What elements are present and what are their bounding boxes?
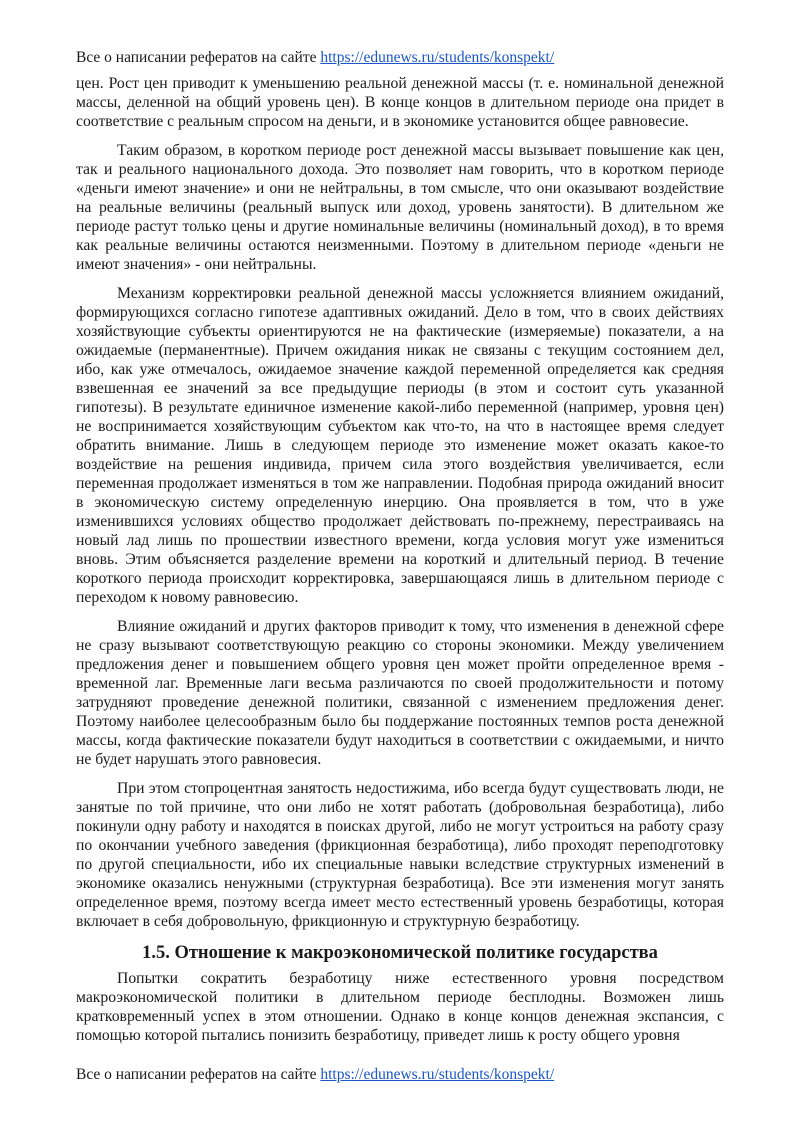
paragraph-5: При этом стопроцентная занятость недостижима, ибо всегда будут существовать люди, не занятые по той причине, что они либо не хотят работать (добровольная безработица), либо покинули одну работу и находятся в поисках другой, либо не могут устроиться на работу сразу по окончании учебного заведения (фрикционная безработица), либо проходят переподготовку по другой специальности, ибо их специальные навыки вследствие структурных изменений в экономике оказались ненужными (структурная безработица). Все эти изменения могут занять определенное время, поэтому всегда имеет место естественный уровень безработицы, которая включает в себя добровольную, фрикционную и структурную безработицу.	[76, 780, 724, 930]
header-text: Все о написании рефератов на сайте	[76, 49, 317, 66]
document-body	[76, 74, 724, 1055]
footer-text: Все о написании рефератов на сайте	[76, 1066, 317, 1083]
page-header	[76, 48, 554, 67]
page-footer	[76, 1065, 554, 1084]
paragraph-2: Таким образом, в коротком периоде рост денежной массы вызывает повышение как цен, так и реального национального дохода. Это позволяет нам говорить, что в коротком периоде «деньги имеют значение» и они не нейтральны, в том смысле, что они оказывают воздействие на реальные величины (реальный выпуск или доход, уровень занятости). В длительном же периоде растут только цены и другие номинальные величины (номинальный доход), в то время как реальные величины остаются неизменными. Поэтому в длительном периоде «деньги не имеют значения» - они нейтральны.	[76, 142, 724, 273]
header-link[interactable]: https://edunews.ru/students/konspekt/	[320, 49, 555, 66]
paragraph-1: цен. Рост цен приводит к уменьшению реальной денежной массы (т. е. номинальной денежной массы, деленной на общий уровень цен). В конце концов в длительном периоде она придет в соответствие с реальным спросом на деньги, и в экономике установится общее равновесие.	[76, 75, 724, 130]
footer-link[interactable]: https://edunews.ru/students/konspekt/	[320, 1066, 555, 1083]
section-paragraph: Попытки сократить безработицу ниже естественного уровня посредством макроэкономической политики в длительном периоде бесплодны. Возможен лишь кратковременный успех в этом отношении. Однако в конце концов денежная экспансия, с помощью которой пытались понизить безработицу, приведет лишь к росту общего уровня	[76, 970, 724, 1044]
section-heading: 1.5. Отношение к макроэкономической политике государства	[142, 943, 658, 963]
paragraph-4: Влияние ожиданий и других факторов приводит к тому, что изменения в денежной сфере не сразу вызывают соответствующую реакцию со стороны экономики. Между увеличением предложения денег и повышением общего уровня цен может пройти определенное время - временной лаг. Временные лаги весьма различаются по своей продолжительности и потому затрудняют проведение денежной политики, связанной с изменением предложения денег. Поэтому наиболее целесообразным было бы поддержание постоянных темпов роста денежной массы, когда фактические показатели будут находиться в соответствии с ожидаемыми, и ничто не будет нарушать этого равновесия.	[76, 618, 724, 768]
paragraph-3: Механизм корректировки реальной денежной массы усложняется влиянием ожиданий, формирующихся согласно гипотезе адаптивных ожиданий. Дело в том, что в своих действиях хозяйствующие субъекты ориентируются не на фактические (измеряемые) показатели, а на ожидаемые (перманентные). Причем ожидания никак не связаны с текущим состоянием дел, ибо, как уже отмечалось, ожидаемое значение каждой переменной определяется как средняя взвешенная ее значений за все предыдущие периоды (в этом и состоит суть указанной гипотезы). В результате единичное изменение какой-либо переменной (например, уровня цен) не воспринимается хозяйствующим субъектом как что-то, на что в настоящее время следует обратить внимание. Лишь в следующем периоде это изменение может оказать какое-то воздействие на решения индивида, причем сила этого воздействия увеличивается, если переменная продолжает изменяться в том же направлении. Подобная природа ожиданий вносит в экономическую систему определенную инерцию. Она проявляется в том, что в уже изменившихся условиях общество продолжает действовать по-прежнему, перестраиваясь на новый лад лишь по прошествии известного времени, когда условия могут уже измениться вновь. Этим объясняется разделение времени на короткий и длительный период. В течение короткого периода происходит корректировка, завершающаяся лишь в длительном периоде с переходом к новому равновесию.	[76, 285, 724, 606]
